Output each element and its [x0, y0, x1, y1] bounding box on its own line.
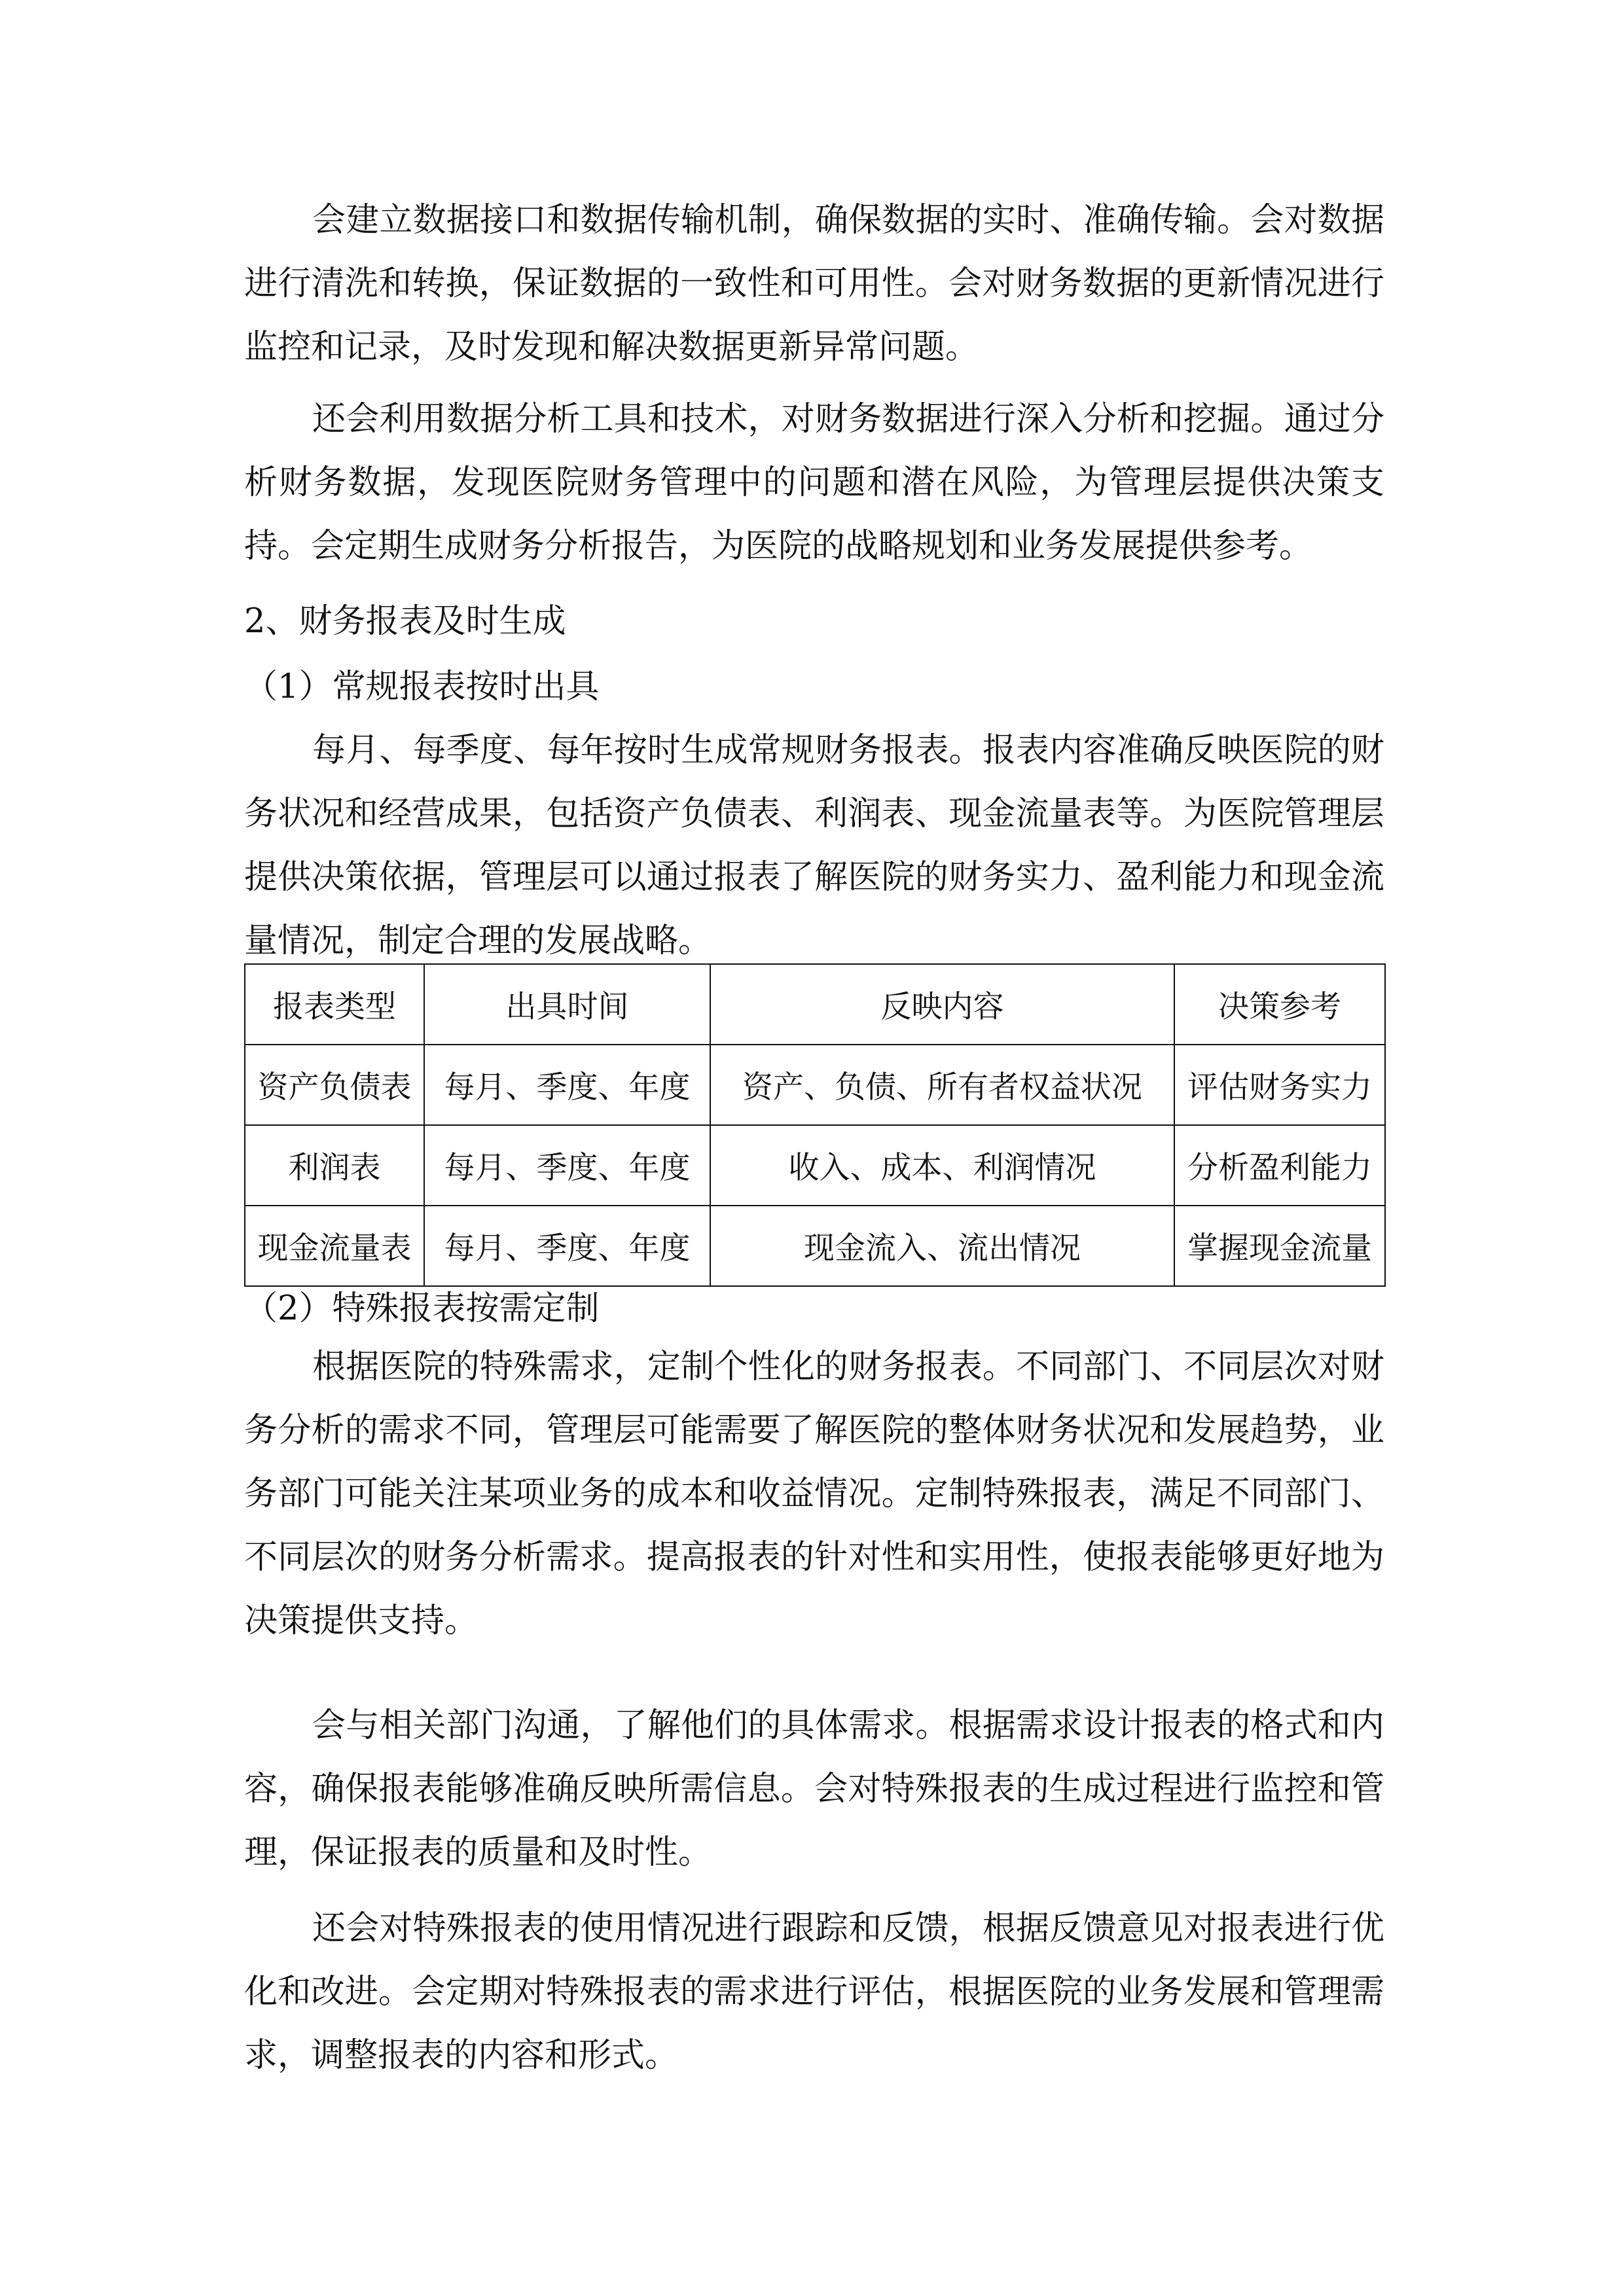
table-cell: 资产负债表 [245, 1045, 424, 1125]
table-row [245, 1206, 1385, 1286]
paragraph-department-communication: 会与相关部门沟通，了解他们的具体需求。根据需求设计报表的格式和内容，确保报表能够准确反映所需信息。会对特殊报表的生成过程进行监控和管理，保证报表的质量和及时性。 [244, 1706, 1384, 1872]
paragraph-feedback-optimization: 还会对特殊报表的使用情况进行跟踪和反馈，根据反馈意见对报表进行优化和改进。会定期对特殊报表的需求进行评估，根据医院的业务发展和管理需求，调整报表的内容和形式。 [244, 1909, 1384, 2075]
report-types-table [244, 963, 1386, 1287]
table-cell: 每月、季度、年度 [424, 1206, 710, 1286]
table-header-cell: 报表类型 [245, 964, 424, 1045]
table-row [245, 1045, 1385, 1125]
section-heading: 2、财务报表及时生成 [244, 602, 566, 641]
paragraph-data-analysis: 还会利用数据分析工具和技术，对财务数据进行深入分析和挖掘。通过分析财务数据，发现医院财务管理中的问题和潜在风险，为管理层提供决策支持。会定期生成财务分析报告，为医院的战略规划和业务发展提供参考。 [244, 400, 1384, 565]
paragraph-regular-reports: 每月、每季度、每年按时生成常规财务报表。报表内容准确反映医院的财务状况和经营成果，包括资产负债表、利润表、现金流量表等。为医院管理层提供决策依据，管理层可以通过报表了解医院的财务实力、盈利能力和现金流量情况，制定合理的发展战略。 [244, 731, 1384, 960]
table-header-cell: 决策参考 [1174, 964, 1385, 1045]
table-header-row [245, 964, 1385, 1045]
subsection-title-regular-reports: （1）常规报表按时出具 [244, 668, 600, 706]
table-cell: 分析盈利能力 [1174, 1125, 1385, 1206]
paragraph-special-reports: 根据医院的特殊需求，定制个性化的财务报表。不同部门、不同层次对财务分析的需求不同，管理层可能需要了解医院的整体财务状况和发展趋势，业务部门可能关注某项业务的成本和收益情况。定制特殊报表，满足不同部门、不同层次的财务分析需求。提高报表的针对性和实用性，使报表能够更好地为决策提供支持。 [244, 1348, 1384, 1640]
table-cell: 利润表 [245, 1125, 424, 1206]
table-cell: 收入、成本、利润情况 [710, 1125, 1174, 1206]
table-cell: 资产、负债、所有者权益状况 [710, 1045, 1174, 1125]
table-cell: 评估财务实力 [1174, 1045, 1385, 1125]
table-header-cell: 出具时间 [424, 964, 710, 1045]
table-row [245, 1125, 1385, 1206]
table-cell: 现金流入、流出情况 [710, 1206, 1174, 1286]
paragraph-data-interface: 会建立数据接口和数据传输机制，确保数据的实时、准确传输。会对数据进行清洗和转换，保证数据的一致性和可用性。会对财务数据的更新情况进行监控和记录，及时发现和解决数据更新异常问题。 [244, 201, 1384, 367]
table-header-cell: 反映内容 [710, 964, 1174, 1045]
table-cell: 每月、季度、年度 [424, 1045, 710, 1125]
subsection-title-special-reports: （2）特殊报表按需定制 [244, 1289, 600, 1328]
table-cell: 每月、季度、年度 [424, 1125, 710, 1206]
table-cell: 掌握现金流量 [1174, 1206, 1385, 1286]
table-cell: 现金流量表 [245, 1206, 424, 1286]
